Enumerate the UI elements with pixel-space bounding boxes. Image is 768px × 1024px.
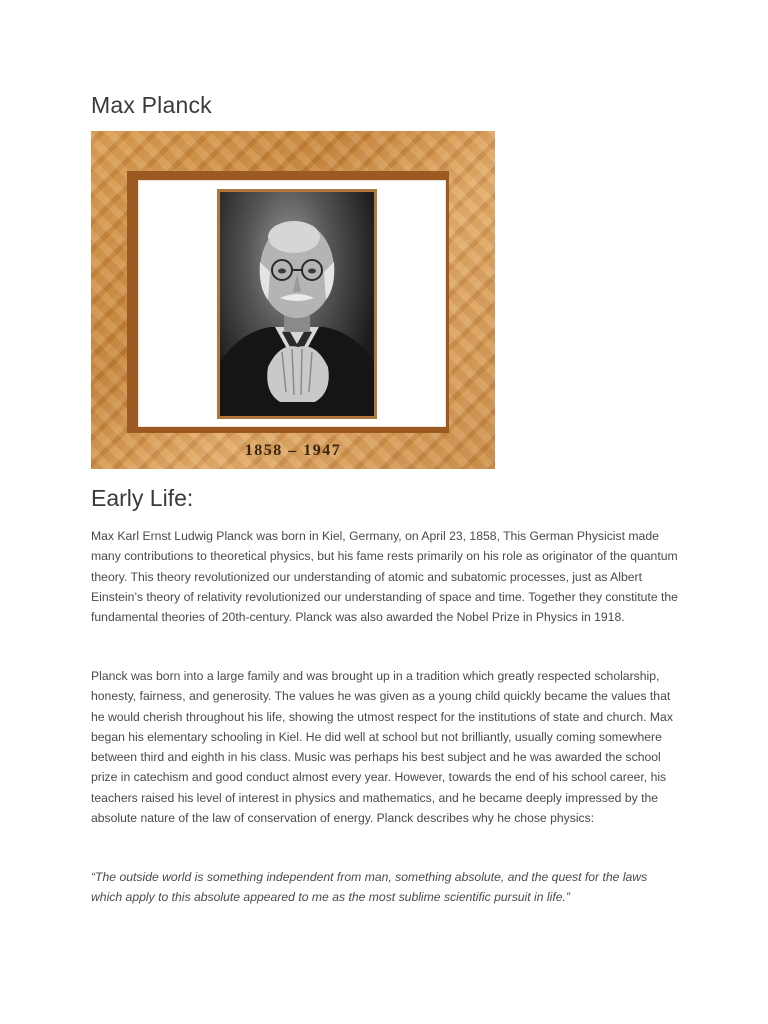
portrait-photo [217, 189, 377, 419]
portrait-frame [91, 131, 495, 469]
paragraph-2: Planck was born into a large family and was brought up in a tradition which greatly respected scholarship, honesty, fairness, and generosity. The values he was given as a young child quickly became the values that he would cherish throughout his life, showing the utmost respect for the institutions of state and church. Max began his elementary schooling in Kiel. He did well at school but not brilliantly, usually coming somewhere between third and eighth in his class. Music was perhaps his best subject and he was awarded the school prize in catechism and good conduct almost every year. However, towards the end of his school career, his teachers raised his level of interest in physics and mathematics, and he became deeply impressed by the absolute nature of the law of conservation of energy. Planck describes why he chose physics: [91, 669, 673, 826]
planck-quote: “The outside world is something independent from man, something absolute, and the quest for the laws which apply to this absolute appeared to me as the most sublime scientific pursuit in life.” [91, 870, 648, 905]
paragraph-1: Max Karl Ernst Ludwig Planck was born in Kiel, Germany, on April 23, 1858, This German Physicist made many contributions to theoretical physics, but his fame rests primarily on his role as originator of the quantum theory. This theory revolutionized our understanding of atomic and subatomic processes, just as Albert Einstein’s theory of relativity revolutionized our understanding of space and time. Together they constitute the fundamental theories of 20th-century. Planck was also awarded the Nobel Prize in Physics in 1918. [91, 529, 678, 625]
portrait-caption: 1858 – 1947 [244, 442, 342, 459]
section-heading: Early Life: [91, 485, 194, 511]
page-title: Max Planck [91, 92, 212, 118]
